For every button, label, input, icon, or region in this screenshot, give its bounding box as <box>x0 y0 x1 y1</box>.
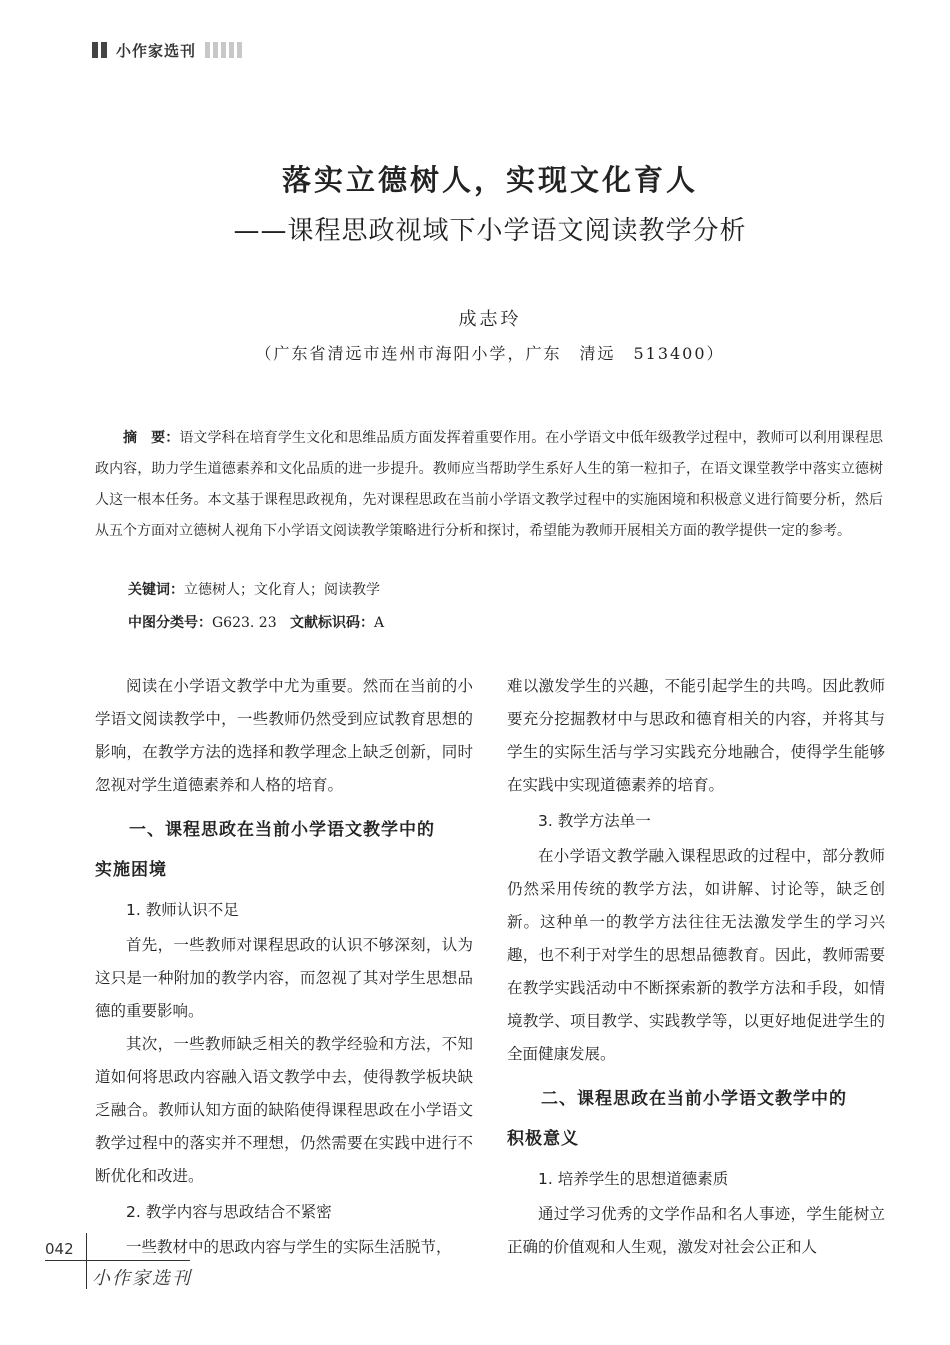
section2-sub1-paragraph1: 通过学习优秀的文学作品和名人事迹，学生能树立正确的价值观和人生观，激发对社会公正和人 <box>507 1205 885 1256</box>
keywords-text: 立德树人；文化育人；阅读教学 <box>184 582 380 598</box>
header-bar-icon <box>92 42 98 58</box>
clc-value: G623. 23 <box>212 615 277 631</box>
footer-divider-horizontal <box>45 1260 190 1261</box>
footer-brand-logo: 小作家选刊 <box>92 1268 192 1289</box>
header-stripe-icon <box>221 42 226 58</box>
author-affiliation: （广东省清远市连州市海阳小学，广东 清远 513400） <box>255 344 725 363</box>
section2-heading-line2: 积极意义 <box>507 1129 579 1149</box>
abstract <box>95 423 883 547</box>
section1-sub2-paragraph1: 一些教材中的思政内容与学生的实际生活脱节， <box>126 1238 452 1256</box>
abstract-text: 语文学科在培育学生文化和思维品质方面发挥着重要作用。在小学语文中低年级教学过程中，教师可以利用课程思政内容，助力学生道德素养和文化品质的进一步提升。教师应当帮助学生系好人生的第一粒扣子，在语文课堂教学中落实立德树人这一根本任务。本文基于课程思政视角，先对课程思政在当前小学语文教学过程中的实施困境和积极意义进行简要分析，然后从五个方面对立德树人视角下小学语文阅读教学策略进行分析和探讨，希望能为教师开展相关方面的教学提供一定的参考。 <box>95 430 884 539</box>
author-name: 成志玲 <box>458 309 522 330</box>
journal-name: 小作家选刊 <box>116 41 197 60</box>
running-header <box>92 38 245 62</box>
doc-code-label: 文献标识码： <box>289 615 374 631</box>
section1-sub2-paragraph1-continued: 难以激发学生的兴趣，不能引起学生的共鸣。因此教师要充分挖掘教材中与思政和德育相关的内容，并将其与学生的实际生活与学习实践充分地融合，使得学生能够在实践中实现道德素养的培育。 <box>507 677 885 794</box>
header-stripe-icon <box>213 42 218 58</box>
abstract-label: 摘 要： <box>123 430 180 446</box>
section2-heading <box>507 1079 885 1159</box>
article-subtitle: ——课程思政视域下小学语文阅读教学分析 <box>233 216 747 246</box>
intro-paragraph: 阅读在小学语文教学中尤为重要。然而在当前的小学语文阅读教学中，一些教师仍然受到应试教育思想的影响，在教学方法的选择和教学理念上缺乏创新，同时忽视对学生道德素养和人格的培育。 <box>95 677 473 794</box>
section1-sub1-heading: 1. 教师认识不足 <box>126 901 239 919</box>
footer-divider-vertical <box>86 1233 87 1289</box>
column-right <box>507 670 885 1264</box>
header-stripe-icon <box>205 42 210 58</box>
header-stripe-icon <box>237 42 242 58</box>
clc-label: 中图分类号： <box>128 615 212 631</box>
section1-sub1-paragraph2: 其次，一些教师缺乏相关的教学经验和方法，不知道如何将思政内容融入语文教学中去，使得教学板块缺乏融合。教师认知方面的缺陷使得课程思政在小学语文教学过程中的落实并不理想，仍然需要在实践中进行不断优化和改进。 <box>95 1035 473 1185</box>
column-left <box>95 670 473 1264</box>
classification <box>128 612 384 632</box>
section2-heading-line1: 二、课程思政在当前小学语文教学中的 <box>541 1089 847 1109</box>
section1-sub3-heading: 3. 教学方法单一 <box>538 812 651 830</box>
header-bar-icon <box>101 42 107 58</box>
section1-heading-line1: 一、课程思政在当前小学语文教学中的 <box>129 820 435 840</box>
section1-sub3-paragraph1: 在小学语文教学融入课程思政的过程中，部分教师仍然采用传统的教学方法，如讲解、讨论等，缺乏创新。这种单一的教学方法往往无法激发学生的学习兴趣，也不利于对学生的思想品德教育。因此，教师需要在教学实践活动中不断探索新的教学方法和手段，如情境教学、项目教学、实践教学等，以更好地促进学生的全面健康发展。 <box>507 847 885 1063</box>
header-stripe-icon <box>229 42 234 58</box>
article-title: 落实立德树人，实现文化育人 <box>281 163 698 197</box>
keywords <box>128 579 380 599</box>
section1-heading <box>95 810 473 890</box>
section1-sub2-heading: 2. 教学内容与思政结合不紧密 <box>126 1203 332 1221</box>
section2-sub1-heading: 1. 培养学生的思想道德素质 <box>538 1170 729 1188</box>
section1-sub1-paragraph1: 首先，一些教师对课程思政的认识不够深刻，认为这只是一种附加的教学内容，而忽视了其对学生思想品德的重要影响。 <box>95 936 473 1020</box>
section1-heading-line2: 实施困境 <box>95 860 167 880</box>
page-number: 042 <box>45 1240 74 1258</box>
doc-code-value: A <box>373 615 385 631</box>
keywords-label: 关键词： <box>128 582 184 598</box>
